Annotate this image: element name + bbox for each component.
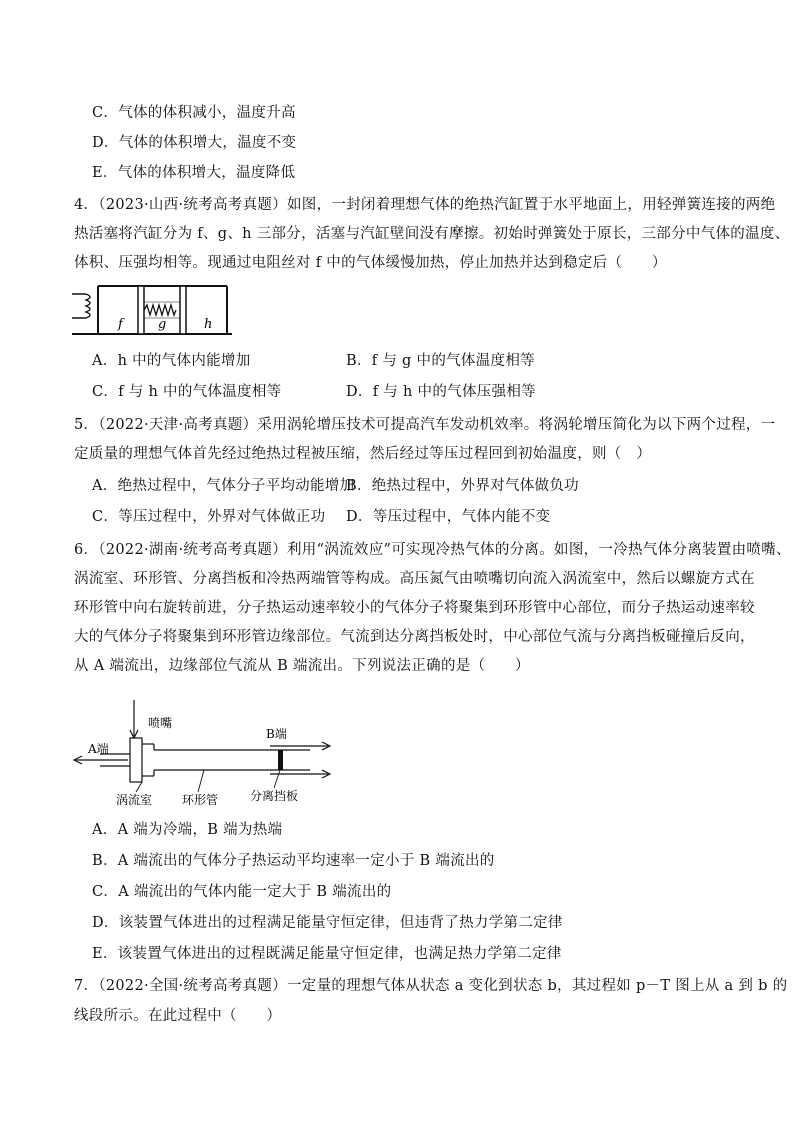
q4-option-c: C．f 与 h 中的气体温度相等 bbox=[92, 384, 282, 400]
q6-option-a: A．A 端为冷端，B 端为热端 bbox=[92, 822, 283, 838]
q6-option-c: C．A 端流出的气体内能一定大于 B 端流出的 bbox=[92, 884, 392, 900]
q3-option-c: C．气体的体积减小，温度升高 bbox=[92, 105, 296, 121]
q4-option-d: D．f 与 h 中的气体压强相等 bbox=[346, 384, 536, 400]
q5-stem-line2: 定质量的理想气体首先经过绝热过程被压缩，然后经过等压过程回到初始温度，则（ ） bbox=[74, 446, 652, 462]
q4-cylinder-figure bbox=[72, 282, 242, 340]
q4-stem-line1: 4．（2023·山西·统考高考真题）如图，一封闭着理想气体的绝热汽缸置于水平地面上，用轻弹簧连接的两绝 bbox=[74, 197, 776, 213]
q5-option-b: B．绝热过程中，外界对气体做负功 bbox=[346, 478, 579, 494]
q4-option-b: B．f 与 g 中的气体温度相等 bbox=[346, 353, 535, 369]
q6-stem-line5: 从 A 端流出，边缘部位气流从 B 端流出。下列说法正确的是（ ） bbox=[74, 658, 530, 674]
q6-option-d: D．该装置气体进出的过程满足能量守恒定律，但违背了热力学第二定律 bbox=[92, 915, 563, 931]
q6-stem-line3: 环形管中向右旋转前进，分子热运动速率较小的气体分子将聚集到环形管中心部位，而分子热运动速率较 bbox=[74, 600, 755, 616]
q7-stem-line1: 7．（2022·全国·统考高考真题）一定量的理想气体从状态 a 变化到状态 b，其过程如 p－T 图上从 a 到 b 的 bbox=[74, 978, 788, 994]
q4-stem-line2: 热活塞将汽缸分为 f、g、h 三部分，活塞与汽缸壁间没有摩擦。初始时弹簧处于原长，三部分中气体的温度、 bbox=[74, 226, 790, 242]
q4-label-f: f bbox=[118, 317, 123, 332]
q5-option-d: D．等压过程中，气体内能不变 bbox=[346, 509, 551, 525]
q6-label-nozzle: 喷嘴 bbox=[148, 716, 173, 730]
q5-option-c: C．等压过程中，外界对气体做正功 bbox=[92, 509, 326, 525]
q6-stem-line2: 涡流室、环形管、分离挡板和冷热两端管等构成。高压氮气由喷嘴切向流入涡流室中，然后以螺旋方式在 bbox=[74, 571, 755, 587]
q4-stem-line3: 体积、压强均相等。现通过电阻丝对 f 中的气体缓慢加热，停止加热并达到稳定后（ ） bbox=[74, 255, 667, 271]
q6-option-e: E．该装置气体进出的过程既满足能量守恒定律，也满足热力学第二定律 bbox=[92, 946, 562, 962]
q4-label-h: h bbox=[204, 317, 213, 332]
q6-stem-line4: 大的气体分子将聚集到环形管边缘部位。气流到达分离挡板处时，中心部位气流与分离挡板碰撞后反向， bbox=[74, 629, 755, 645]
q6-label-b-end: B端 bbox=[266, 727, 287, 741]
q7-stem-line2: 线段所示。在此过程中（ ） bbox=[74, 1008, 282, 1024]
q6-stem-line1: 6．（2022·湖南·统考高考真题）利用“涡流效应”可实现冷热气体的分离。如图，一冷热气体分离装置由喷嘴、 bbox=[74, 542, 791, 558]
q6-label-vortex: 涡流室 bbox=[116, 793, 153, 807]
q5-stem-line1: 5．（2022·天津·高考真题）采用涡轮增压技术可提高汽车发动机效率。将涡轮增压简化为以下两个过程，一 bbox=[74, 417, 776, 433]
q4-label-g: g bbox=[158, 317, 167, 332]
q3-option-e: E．气体的体积增大，温度降低 bbox=[92, 165, 296, 181]
q6-option-b: B．A 端流出的气体分子热运动平均速率一定小于 B 端流出的 bbox=[92, 853, 495, 869]
q4-option-a: A．h 中的气体内能增加 bbox=[92, 353, 251, 369]
q3-option-d: D．气体的体积增大，温度不变 bbox=[92, 135, 297, 151]
q6-label-ring-pipe: 环形管 bbox=[182, 793, 219, 807]
q5-option-a: A．绝热过程中，气体分子平均动能增加 bbox=[92, 478, 355, 494]
q6-label-a-end: A端 bbox=[88, 742, 109, 756]
q6-label-baffle: 分离挡板 bbox=[250, 789, 299, 803]
q6-vortex-tube-figure bbox=[70, 696, 340, 808]
